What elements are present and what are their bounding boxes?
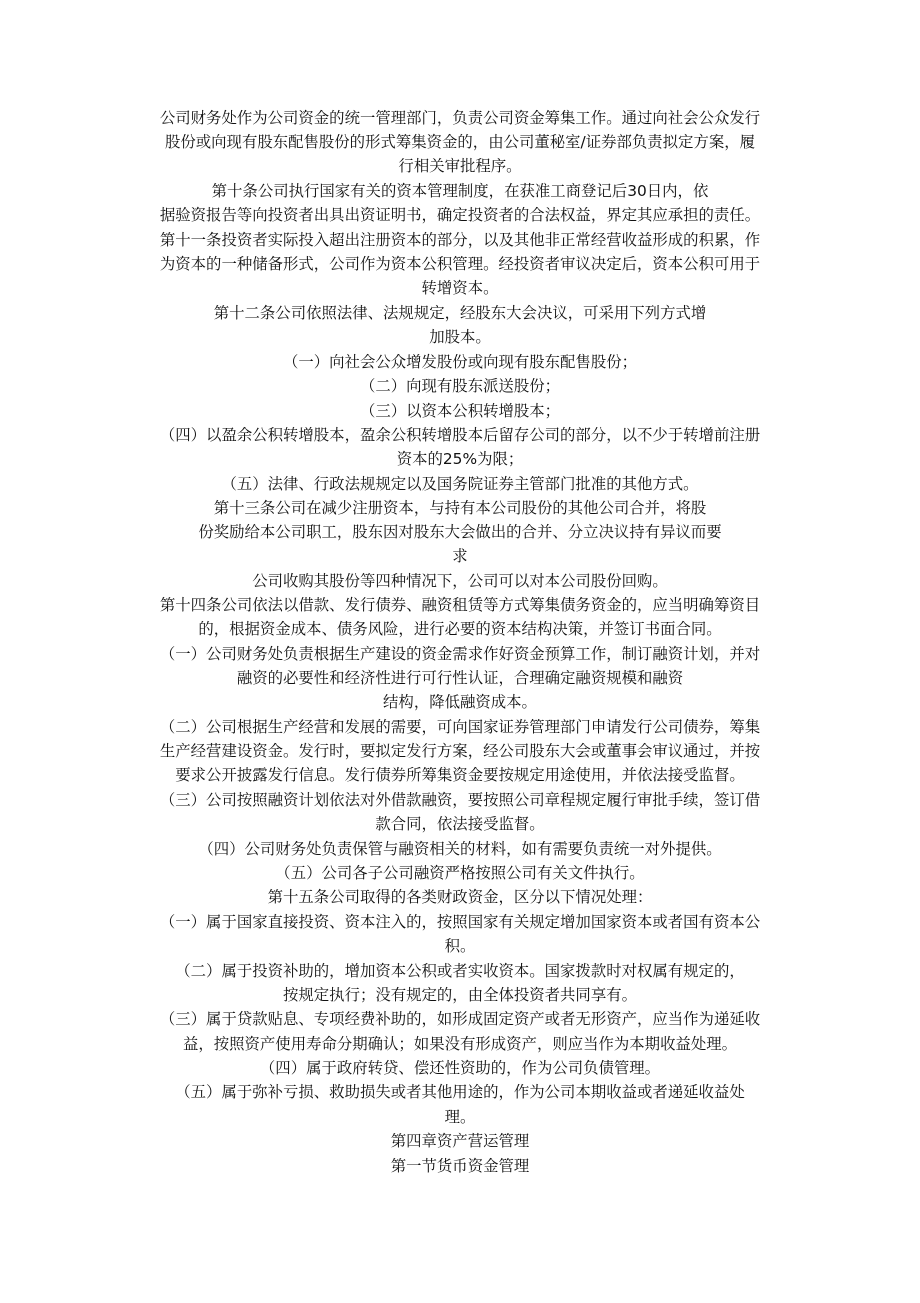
text-line: （二）公司根据生产经营和发展的需要，可向国家证券管理部门申请发行公司债券，筹集 [159, 718, 761, 736]
text-line: （四）属于政府转贷、偿还性资助的，作为公司负债管理。 [259, 1059, 661, 1077]
section-heading: 第一节货币资金管理 [390, 1157, 530, 1175]
text-line: 公司财务处作为公司资金的统一管理部门，负责公司资金筹集工作。通过向社会公众发行 [159, 109, 761, 127]
text-line: 第十五条公司取得的各类财政资金，区分以下情况处理： [267, 888, 653, 906]
text-line: （一）公司财务处负责根据生产建设的资金需求作好资金预算工作，制订融资计划，并对 [159, 645, 761, 663]
text-line: 份奖励给本公司职工，股东因对股东大会做出的合并、分立决议持有异议而要 [198, 523, 722, 541]
text-line: 为资本的一种储备形式，公司作为资本公积管理。经投资者审议决定后，资本公积可用于 [159, 255, 761, 273]
text-line: （一）属于国家直接投资、资本注入的，按照国家有关规定增加国家资本或者国有资本公 [159, 913, 761, 931]
text-line: 第十四条公司依法以借款、发行债券、融资租赁等方式筹集债务资金的，应当明确筹资目 [159, 596, 761, 614]
text-line: （四）以盈余公积转增股本，盈余公积转增股本后留存公司的部分，以不少于转增前注册 [159, 426, 761, 444]
text-line: 的，根据资金成本、债务风险，进行必要的资本结构决策，并签订书面合同。 [198, 620, 722, 638]
text-line: 结构，降低融资成本。 [383, 693, 537, 711]
text-line: （五）法律、行政法规规定以及国务院证券主管部门批准的其他方式。 [221, 475, 699, 493]
text-line: 生产经营建设资金。发行时，要拟定发行方案，经公司股东大会或董事会审议通过，并按 [159, 742, 761, 760]
text-line: 求 [452, 547, 468, 565]
text-line: （一）向社会公众增发股份或向现有股东配售股份； [283, 353, 637, 371]
text-line: 股份或向现有股东配售股份的形式筹集资金的，由公司董秘室/证券部负责拟定方案，履 [164, 133, 756, 151]
text-line: （二）属于投资补助的，增加资本公积或者实收资本。国家拨款时对权属有规定的， [175, 962, 745, 980]
text-line: （五）公司各子公司融资严格按照公司有关文件执行。 [275, 864, 645, 882]
text-line: （三）公司按照融资计划依法对外借款融资，要按照公司章程规定履行审批手续，签订借 [159, 791, 761, 809]
text-line: 按规定执行；没有规定的，由全体投资者共同享有。 [283, 986, 637, 1004]
text-line: （二）向现有股东派送股份； [359, 377, 561, 395]
text-line: 据验资报告等向投资者出具出资证明书，确定投资者的合法权益，界定其应承担的责任。 [159, 206, 761, 224]
text-line: 第十二条公司依照法律、法规规定，经股东大会决议，可采用下列方式增 [213, 304, 707, 322]
text-line: 资本的25%为限； [396, 450, 524, 468]
text-line: 第十三条公司在减少注册资本，与持有本公司股份的其他公司合并，将股 [213, 499, 707, 517]
text-line: 积。 [444, 937, 476, 955]
text-line: 要求公开披露发行信息。发行债券所筹集资金要按规定用途使用，并依法接受监督。 [175, 766, 745, 784]
text-line: 第十条公司执行国家有关的资本管理制度，在获准工商登记后30日内，依 [211, 182, 709, 200]
text-line: 理。 [444, 1108, 476, 1126]
text-line: （三）以资本公积转增股本； [359, 402, 561, 420]
text-line: 款合同，依法接受监督。 [375, 815, 545, 833]
chapter-heading: 第四章资产营运管理 [390, 1132, 530, 1150]
text-line: （三）属于贷款贴息、专项经费补助的，如形成固定资产或者无形资产，应当作为递延收 [159, 1010, 761, 1028]
text-line: （四）公司财务处负责保管与融资相关的材料，如有需要负责统一对外提供。 [198, 840, 722, 858]
text-line: 加股本。 [429, 328, 491, 346]
text-line: 行相关审批程序。 [398, 157, 522, 175]
text-line: 益，按照资产使用寿命分期确认；如果没有形成资产，则应当作为本期收益处理。 [182, 1035, 738, 1053]
text-line: 转增资本。 [421, 279, 499, 297]
text-line: 融资的必要性和经济性进行可行性认证，合理确定融资规模和融资 [236, 669, 684, 687]
text-line: 公司收购其股份等四种情况下，公司可以对本公司股份回购。 [252, 572, 668, 590]
text-line: 第十一条投资者实际投入超出注册资本的部分，以及其他非正常经营收益形成的积累，作 [159, 231, 761, 249]
text-line: （五）属于弥补亏损、救助损失或者其他用途的，作为公司本期收益或者递延收益处 [175, 1083, 745, 1101]
